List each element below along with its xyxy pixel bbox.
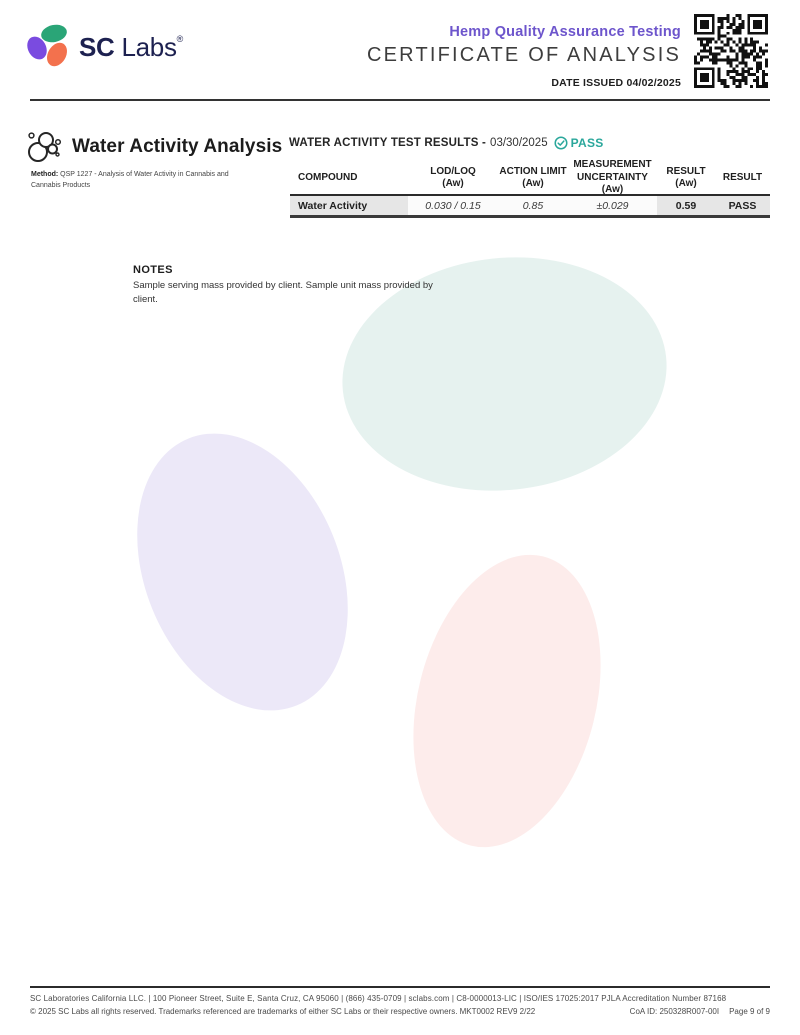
- logo-wordmark: [79, 32, 183, 63]
- cell-action-limit: 0.85: [498, 196, 568, 215]
- method-text: [31, 170, 231, 192]
- qr-code: [694, 14, 768, 88]
- notes-heading: NOTES: [133, 264, 173, 276]
- logo-petal-orange-icon: [43, 39, 71, 70]
- column-header-result-aw: RESULT (Aw): [666, 165, 706, 189]
- date-issued: DATE ISSUED 04/02/2025: [551, 77, 681, 89]
- cell-uncertainty: ±0.029: [568, 196, 657, 215]
- cell-lod-loq: 0.030 / 0.15: [408, 196, 498, 215]
- notes-body: Sample serving mass provided by client. Sample unit mass provided by client.: [133, 280, 433, 306]
- footer-line2: [30, 1007, 770, 1016]
- column-header-result: RESULT: [722, 171, 763, 183]
- results-table: [290, 159, 770, 218]
- header-right: [367, 14, 768, 89]
- column-header-uncertainty: MEASUREMENT UNCERTAINTY (Aw): [573, 159, 652, 196]
- registered-trademark-icon: ®: [176, 34, 183, 44]
- page-title: CERTIFICATE OF ANALYSIS: [367, 44, 681, 66]
- method-description: QSP 1227 - Analysis of Water Activity in Cannabis and Cannabis Products: [31, 171, 229, 189]
- footer-page-number: Page 9 of 9: [729, 1007, 770, 1016]
- footer-coa-id: CoA ID: 250328R007-00I: [629, 1007, 720, 1016]
- sclabs-logo-icon: [28, 25, 70, 67]
- page-footer: [30, 986, 770, 1016]
- header-divider: [30, 99, 770, 101]
- column-header-lod-loq: LOD/LOQ (Aw): [430, 165, 476, 189]
- footer-lab-info: SC Laboratories California LLC. | 100 Pioneer Street, Suite E, Santa Cruz, CA 95060 | (866) 435-0709 | sclabs.com | C8-0000013-LIC | ISO/IES 17025:2017 PJLA Accreditation Number 87168: [30, 994, 727, 1003]
- header-subtitle: Hemp Quality Assurance Testing: [449, 24, 681, 40]
- test-results-line: [289, 136, 604, 150]
- results-heading: WATER ACTIVITY TEST RESULTS -: [289, 137, 487, 149]
- sclabs-logo: [28, 25, 183, 67]
- notes-section: [133, 264, 435, 308]
- footer-copyright: © 2025 SC Labs all rights reserved. Trademarks referenced are trademarks of either SC Labs or their respective owners. MKT0002 REV9 2/22: [30, 1007, 536, 1016]
- method-label: Method:: [31, 171, 59, 178]
- table-row: [290, 196, 770, 218]
- pass-status-badge: PASS: [570, 136, 604, 150]
- cell-compound: Water Activity: [290, 196, 408, 215]
- column-header-action-limit: ACTION LIMIT (Aw): [499, 165, 567, 189]
- pass-check-icon: [554, 136, 568, 150]
- cell-result-aw: 0.59: [657, 196, 715, 215]
- header-text-block: [367, 24, 681, 89]
- cell-result: PASS: [715, 196, 770, 215]
- results-date: 03/30/2025: [490, 137, 548, 149]
- water-activity-bubbles-icon: [26, 128, 64, 166]
- logo-labs-text: Labs: [121, 32, 177, 62]
- table-header-row: [290, 159, 770, 196]
- section-header: [26, 128, 282, 166]
- section-title: Water Activity Analysis: [72, 136, 283, 157]
- logo-sc-text: SC: [79, 32, 115, 62]
- column-header-compound: COMPOUND: [298, 171, 358, 183]
